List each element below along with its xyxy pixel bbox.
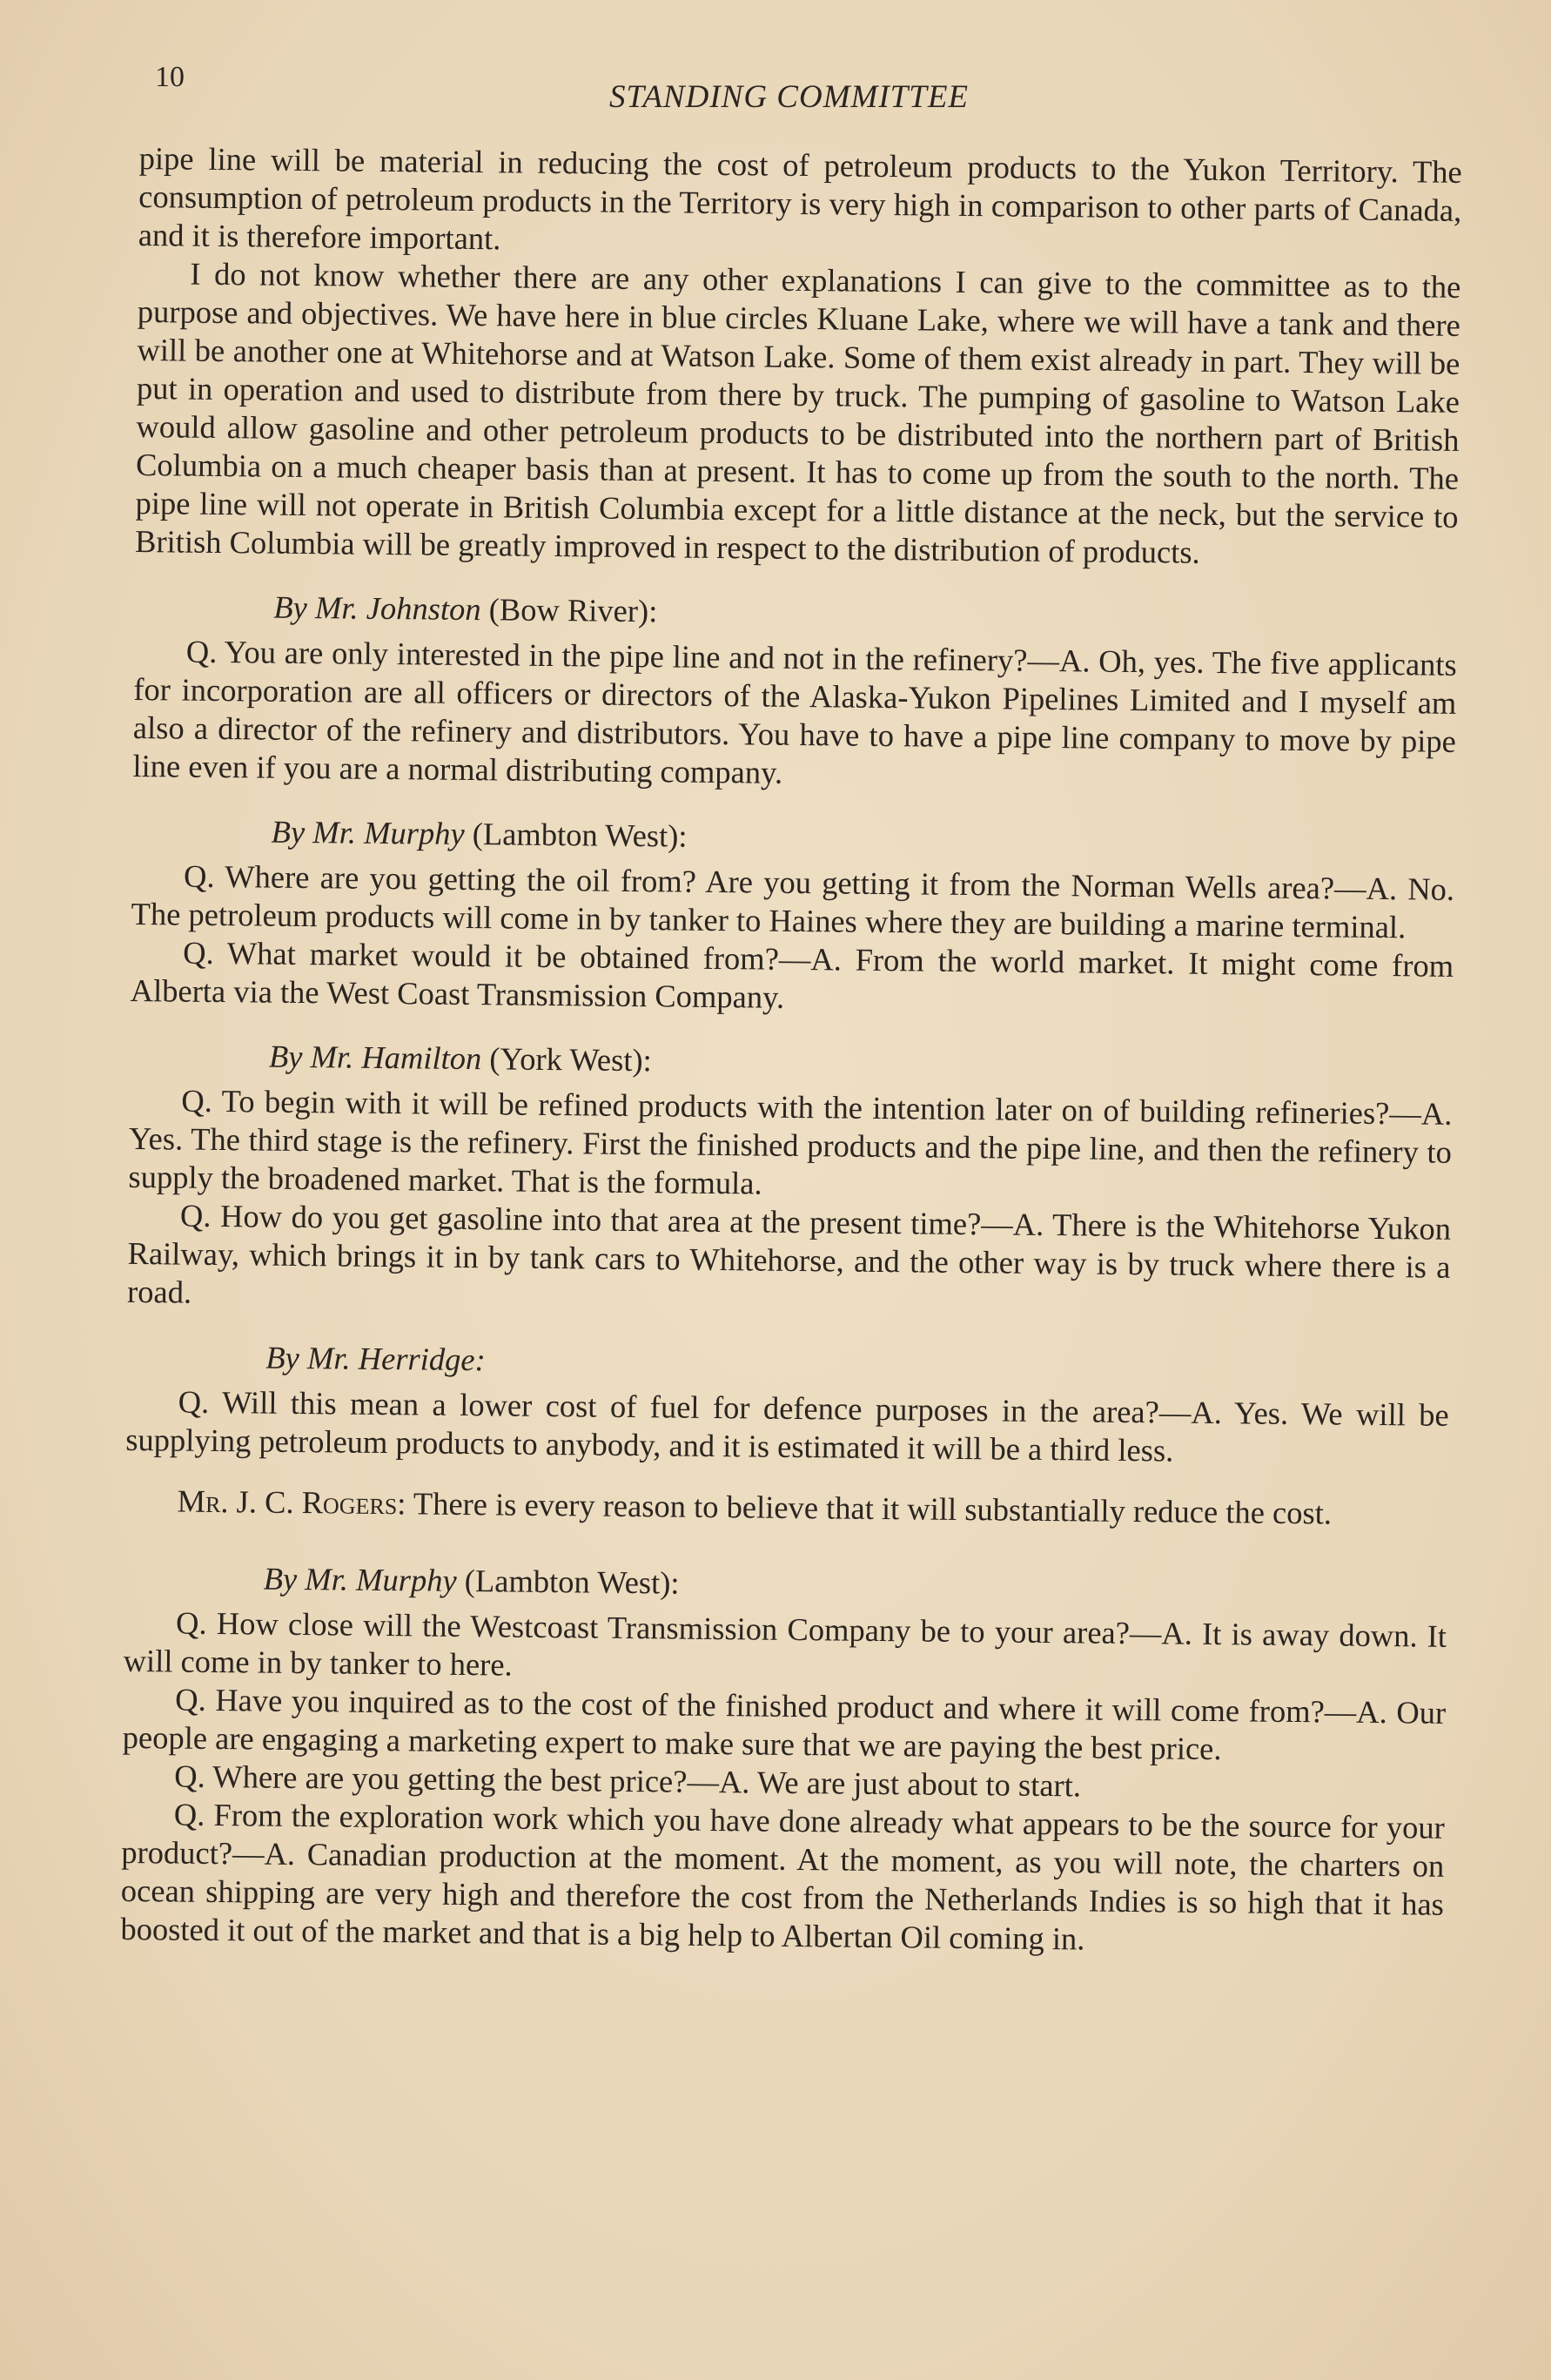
speaker-riding: (York West): [481,1040,652,1079]
speaker-riding: (Lambton West): [464,815,688,854]
question-answer: Q. Have you inquired as to the cost of the finished product and where it will come from?—A. Our people are engaging a marketing expert to make sure that we are paying the best price. [122,1681,1447,1767]
speaker-riding: (Bow River): [480,591,658,629]
speaker-heading-johnston [273,588,1457,639]
paragraph-continuation: pipe line will be material in reducing the cost of petroleum products to the Yukon Territory. The consumption of petroleum products in the Territory is very high in comparison to other parts of Canada, and it is therefore important. [138,139,1462,257]
question-answer: Q. You are only interested in the pipe line and not in the refinery?—A. Oh, yes. The five applicants for incorporation are all officers or directors of the Alaska-Yukon Pipelines Limited and I myself am also a director of the refinery and distributors. You have to have a pipe line company to move by pipe line even if you are a normal distributing company. [132,633,1457,790]
speaker-heading-hamilton [269,1038,1453,1088]
question-answer: Q. Where are you getting the oil from? Are you getting it from the Norman Wells area?—A. No. The petroleum products will come in by tanker to Haines where they are building a marine terminal. [131,857,1455,945]
running-head: STANDING COMMITTEE [609,79,970,115]
paragraph-explanation: I do not know whether there are any other explanations I can give to the committee as to the purpose and objectives. We have here in blue circles Kluane Lake, where we will have a tank and there will be another one at Whitehorse and at Watson Lake. Some of them exist already in part. They will be put in operation and used to distribute from there by truck. The pumping of gasoline to Watson Lake would allow gasoline and other petroleum products to be distributed into the northern part of British Columbia on a much cheaper basis than at present. It has to come up from the south to the north. The pipe line will not operate in British Columbia except for a little distance at the neck, but the service to British Columbia will be greatly improved in respect to the distribution of products. [134,255,1461,570]
question-answer: Q. How close will the Westcoast Transmission Company be to your area?—A. It is away down. It will come in by tanker to here. [123,1604,1447,1683]
speaker-name: By Mr. Hamilton [268,1038,482,1077]
speaker-name: By Mr. Murphy [271,813,465,851]
speaker-heading-murphy-2 [263,1560,1447,1610]
question-answer: Q. To begin with it will be refined products with the intention later on of building refineries?—A. Yes. The third stage is the refinery. First the finished products and the pipe line, and then the refinery to supply the broadened market. That is the formula. [128,1082,1453,1201]
page-number: 10 [155,61,185,93]
transcript-body [120,139,1462,1962]
statement-text: : There is every reason to believe that it will substantially reduce the cost. [397,1485,1333,1531]
speaker-name: Mr. J. C. Rogers [177,1482,398,1522]
speaker-heading-herridge [265,1339,1449,1389]
speaker-heading-murphy [271,813,1454,864]
speaker-name: By Mr. Johnston [273,588,481,628]
question-answer: Q. From the exploration work which you have done already what appears to be the source for your product?—A. Canadian production at the moment. At the moment, as you will note, the charters on ocean shipping are very high and therefore the cost from the Netherlands Indies is so high that it has boosted it out of the market and that is a big help to Albertan Oil coming in. [120,1796,1445,1957]
question-answer: Q. What market would it be obtained from?—A. From the world market. It might come from Alberta via the West Coast Transmission Company. [130,934,1454,1015]
speaker-name: By Mr. Murphy [263,1560,457,1598]
speaker-riding: (Lambton West): [456,1562,680,1601]
question-answer: Q. Will this mean a lower cost of fuel for defence purposes in the area?—A. Yes. We will be supplying petroleum products to anybody, and it is estimated it will be a third less. [125,1383,1449,1469]
question-answer: Q. Where are you getting the best price?—A. We are just about to start. [174,1758,1082,1804]
page-header [0,61,1551,122]
speaker-name: By Mr. Herridge: [265,1339,486,1378]
question-answer: Q. How do you get gasoline into that area at the present time?—A. There is the Whitehorse Yukon Railway, which brings it in by tank cars to Whitehorse, and the other way is by truck where there is a road. [126,1197,1452,1310]
